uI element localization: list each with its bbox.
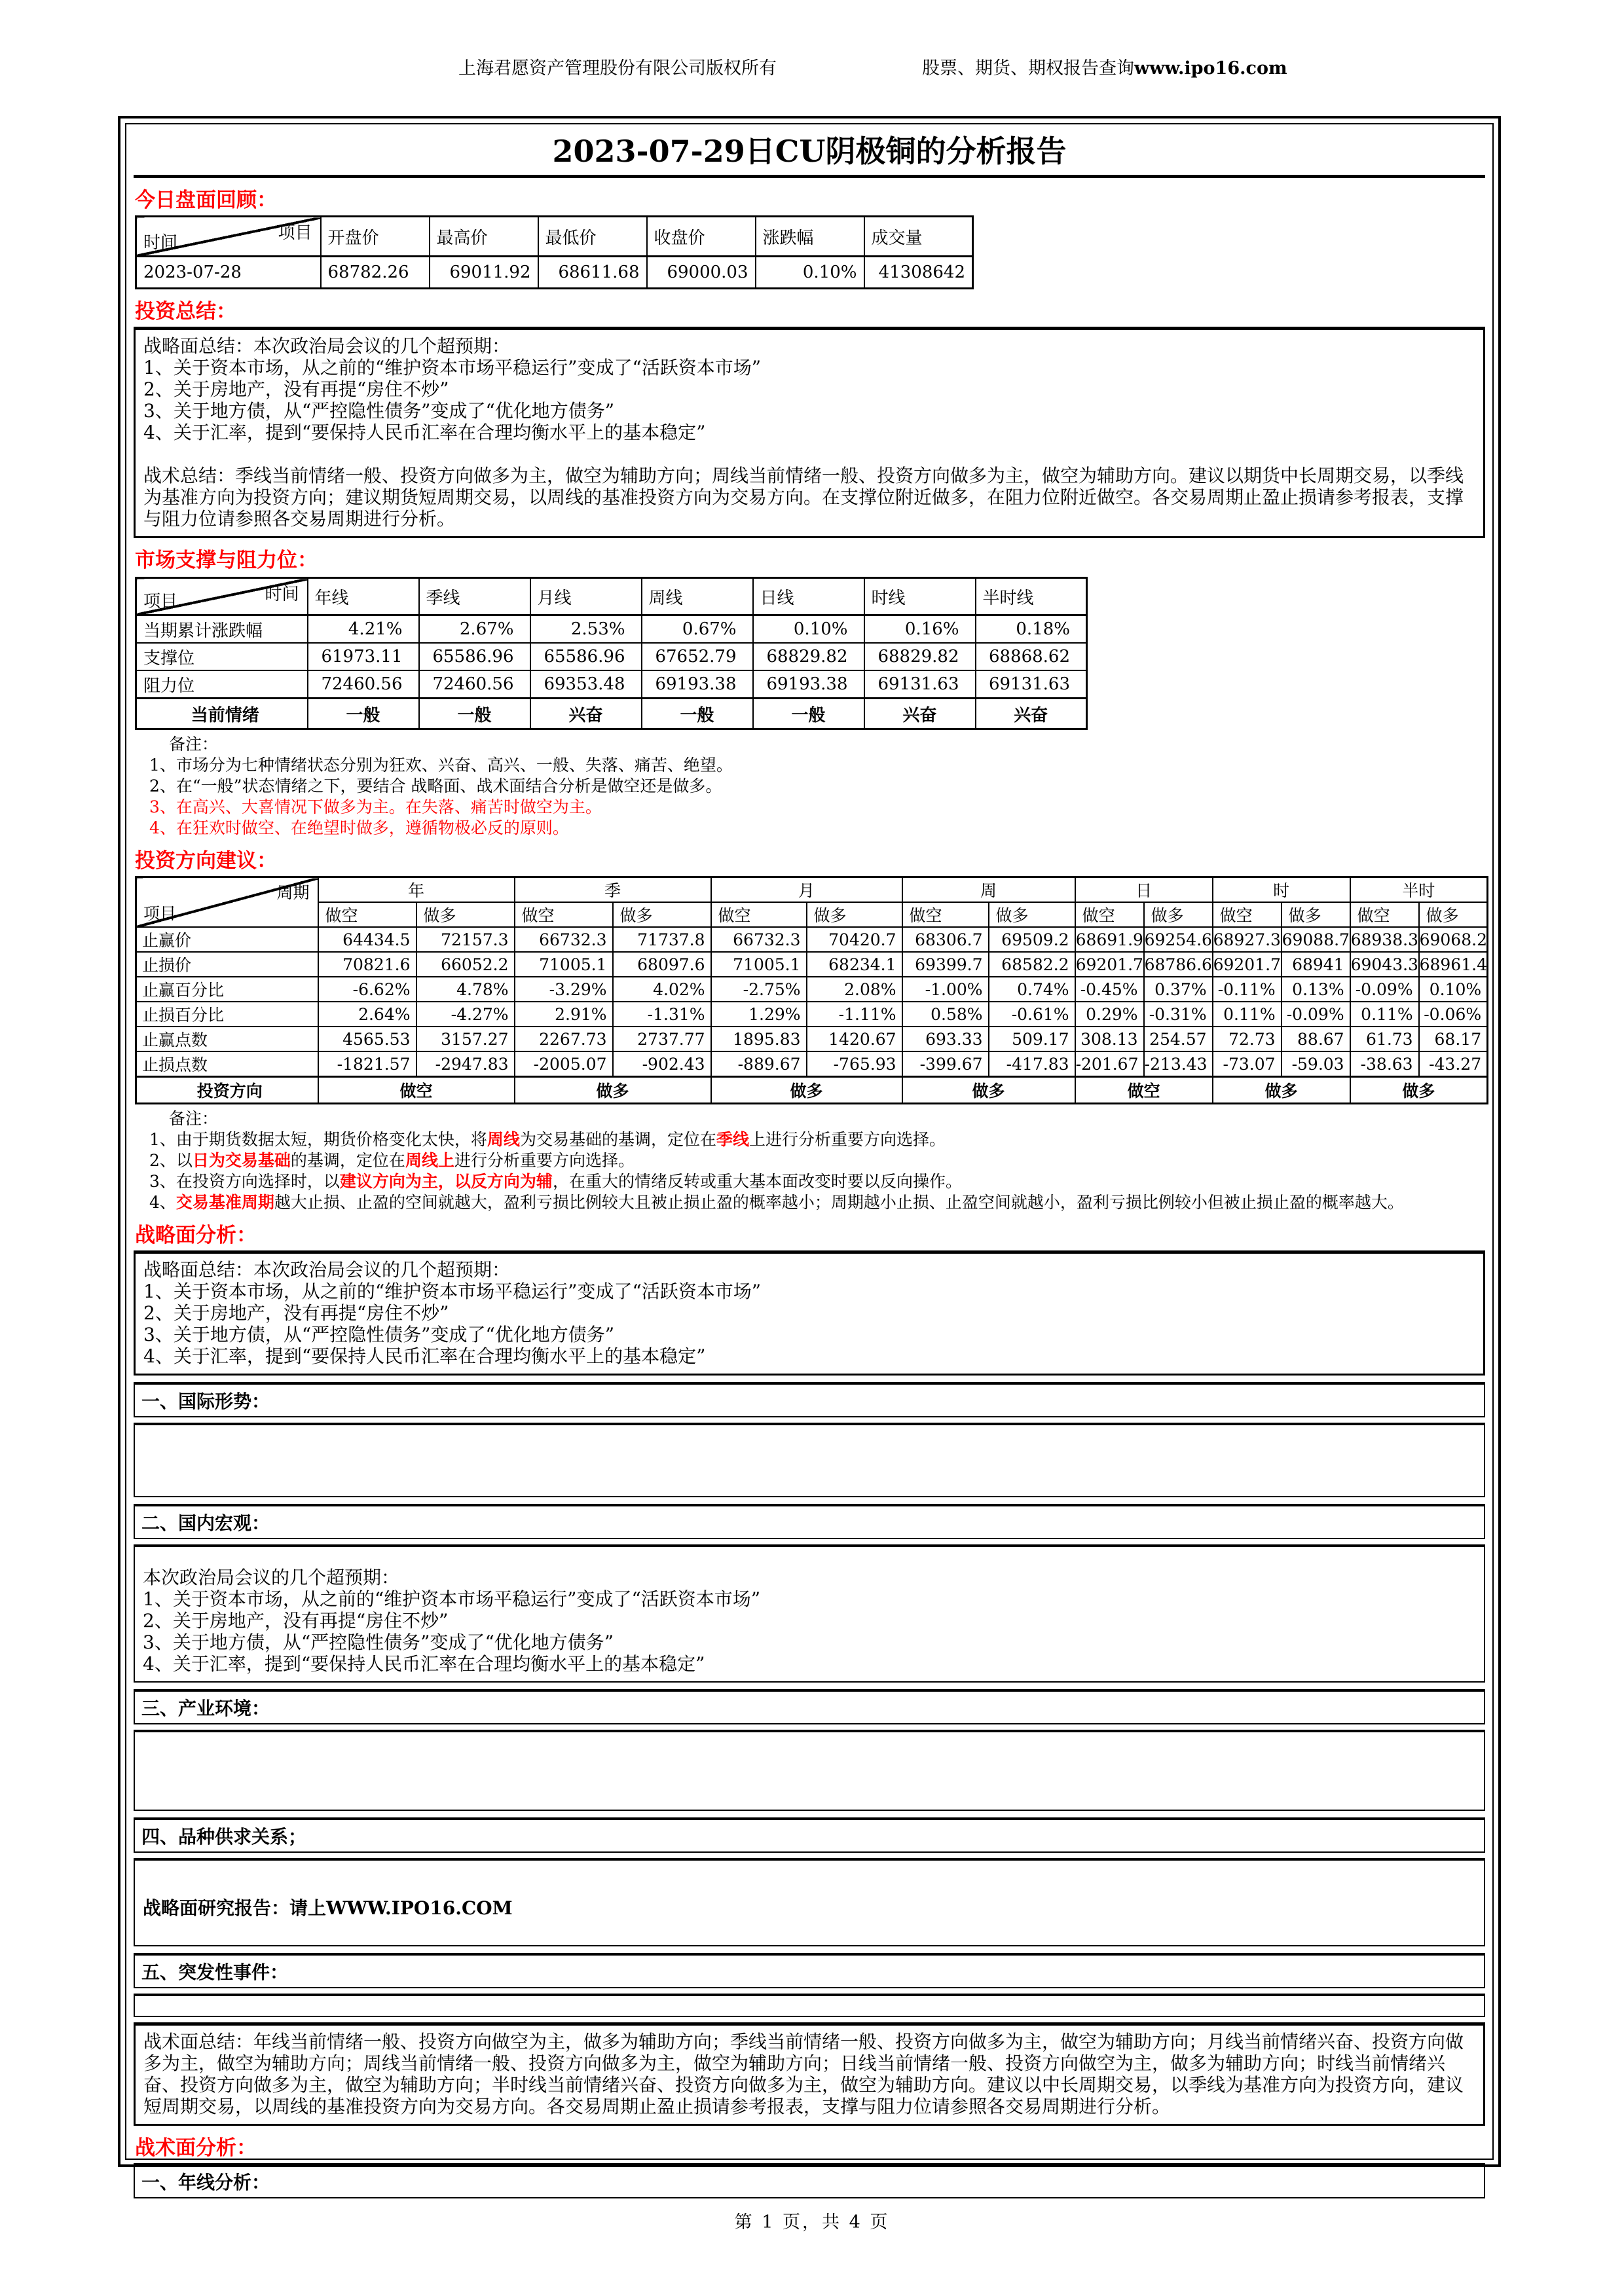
diag-bottom-label: 时间	[143, 233, 178, 253]
strategy-summary-line: 战略面总结：本次政治局会议的几个超预期：	[143, 1259, 511, 1281]
value-cell: 0.74%	[989, 977, 1075, 1002]
section-bar-international: 一、国际形势：	[134, 1382, 1485, 1417]
table-row	[136, 670, 1087, 699]
column-header: 月线	[530, 578, 642, 615]
value-cell: 68306.7	[902, 927, 989, 952]
value-cell: 2737.77	[613, 1027, 711, 1051]
value-cell: 61973.11	[308, 643, 419, 670]
diagonal-header-cell	[136, 877, 318, 928]
strategy-analysis-summary-box	[134, 1250, 1485, 1376]
note-segment: 上进行分析重要方向选择。	[748, 1130, 946, 1149]
value-cell: 68941	[1282, 952, 1350, 977]
short-header: 做空	[1075, 902, 1144, 927]
value-cell: -1.31%	[613, 1002, 711, 1027]
period-header-row	[136, 877, 1488, 903]
value-cell: 68829.82	[753, 643, 864, 670]
notes-title: 备注：	[169, 1109, 219, 1128]
note-segment: 周线	[487, 1130, 520, 1149]
column-header: 最低价	[538, 217, 647, 257]
value-cell: -1.11%	[807, 1002, 902, 1027]
value-cell: -38.63	[1350, 1051, 1419, 1077]
value-cell: 4.21%	[308, 615, 419, 644]
value-cell: 4.02%	[613, 977, 711, 1002]
value-cell: -399.67	[902, 1051, 989, 1077]
long-header: 做多	[807, 902, 902, 927]
diagonal-header-cell	[136, 217, 321, 257]
note-line: 3、在高兴、大喜情况下做多为主。在失落、痛苦时做空为主。	[149, 797, 602, 816]
value-cell: 1895.83	[711, 1027, 807, 1051]
value-cell: -417.83	[989, 1051, 1075, 1077]
notes-title: 备注：	[169, 735, 219, 754]
long-header: 做多	[1144, 902, 1213, 927]
value-cell: 4565.53	[318, 1027, 416, 1051]
domestic-macro-content-box	[134, 1544, 1485, 1683]
short-header: 做空	[318, 902, 416, 927]
row-label: 支撑位	[136, 643, 308, 670]
section-heading-strategy-analysis: 战略面分析：	[135, 1224, 257, 1247]
note-line	[149, 1171, 1485, 1192]
row-label: 止赢价	[136, 927, 318, 952]
note-segment: 4、	[149, 1193, 176, 1212]
tactic-summary-text: 战术面总结：年线当前情绪一般、投资方向做空为主，做多为辅助方向；季线当前情绪一般、投资方向做多为主，做空为辅助方向；月线当前情绪兴奋、投资方向做多为主，做空为辅助方向；周线当前情绪一般、投资方向做多为主，做空为辅助方向；日线当前情绪一般、投资方向做空为主，做多为辅助方向；时线当前情绪兴奋、投资方向做多为主，做空为辅助方向；半时线当前情绪兴奋、投资方向做多为主，做空为辅助方向。建议以中长周期交易，以季线为基准方向为投资方向，建议短周期交易，以周线的基准投资方向为交易方向。各交易周期止盈止损请参考报表，支撑与阻力位请参照各交易周期进行分析。	[143, 2031, 1464, 2117]
header-query-text: 股票、期货、期权报告查询	[922, 58, 1134, 79]
value-cell: 69254.6	[1144, 927, 1213, 952]
value-cell: 71005.1	[711, 952, 807, 977]
note-segment: 周线上	[405, 1151, 454, 1170]
long-header: 做多	[613, 902, 711, 927]
value-cell: 66732.3	[711, 927, 807, 952]
value-cell: -0.31%	[1144, 1002, 1213, 1027]
research-report-line: 战略面研究报告：请上WWW.IPO16.COM	[143, 1897, 513, 1919]
value-cell: 0.37%	[1144, 977, 1213, 1002]
value-cell: 0.58%	[902, 1002, 989, 1027]
value-cell: -0.09%	[1282, 1002, 1350, 1027]
value-cell: -4.27%	[416, 1002, 515, 1027]
value-cell: 一般	[753, 699, 864, 729]
note-line	[149, 1192, 1485, 1213]
short-header: 做空	[902, 902, 989, 927]
column-header: 最高价	[430, 217, 538, 257]
value-cell: 72460.56	[419, 670, 530, 699]
diag-top-label: 项目	[278, 223, 312, 243]
value-cell: 71005.1	[515, 952, 613, 977]
support-resistance-notes	[149, 734, 1485, 839]
value-cell: -0.11%	[1213, 977, 1282, 1002]
tactic-summary-text: 战术总结：季线当前情绪一般、投资方向做多为主，做空为辅助方向；周线当前情绪一般、投资方向做多为主，做空为辅助方向。建议以期货中长周期交易，以季线为基准方向为投资方向；建议期货短周期交易，以周线的基准投资方向为交易方向。在支撑位附近做多，在阻力位附近做空。各交易周期止盈止损请参考报表，支撑与阻力位请参照各交易周期进行分析。	[143, 465, 1464, 530]
column-header: 成交量	[864, 217, 973, 257]
macro-line: 4、关于汇率，提到“要保持人民币汇率在合理均衡水平上的基本稳定”	[143, 1653, 705, 1675]
value-cell: 69353.48	[530, 670, 642, 699]
macro-line: 3、关于地方债，从“严控隐性债务”变成了“优化地方债务”	[143, 1631, 614, 1653]
direction-advice-table	[135, 876, 1488, 1104]
header-company: 上海君愿资产管理股份有限公司版权所有	[458, 58, 777, 79]
direction-cell: 做多	[902, 1077, 1075, 1104]
column-header: 日线	[753, 578, 864, 615]
note-line: 1、市场分为七种情绪状态分别为狂欢、兴奋、高兴、一般、失落、痛苦、绝望。	[149, 756, 733, 774]
column-header: 开盘价	[321, 217, 430, 257]
value-cell: 69131.63	[976, 670, 1087, 699]
value-cell: -0.09%	[1350, 977, 1419, 1002]
section-heading-today-review: 今日盘面回顾：	[135, 189, 277, 212]
value-cell: 88.67	[1282, 1027, 1350, 1051]
value-cell: 66052.2	[416, 952, 515, 977]
period-header: 时	[1213, 877, 1350, 903]
value-cell: -2947.83	[416, 1051, 515, 1077]
tactic-summary-box	[134, 2022, 1485, 2126]
column-header: 收盘价	[647, 217, 756, 257]
emergency-events-content-box	[134, 1994, 1485, 2017]
international-content-box	[134, 1423, 1485, 1497]
row-label: 阻力位	[136, 670, 308, 699]
direction-cell: 做多	[515, 1077, 711, 1104]
value-cell: 66732.3	[515, 927, 613, 952]
value-cell: 0.10%	[1419, 977, 1488, 1002]
value-cell: 2.53%	[530, 615, 642, 644]
note-segment: 1、由于期货数据太短，期货价格变化太快，将	[149, 1130, 487, 1149]
diag-bottom-label: 项目	[143, 592, 178, 611]
note-segment: 日为交易基础	[192, 1151, 291, 1170]
note-segment: 2、以	[149, 1151, 193, 1170]
value-cell: 65586.96	[530, 643, 642, 670]
value-cell: 2.08%	[807, 977, 902, 1002]
value-cell: -1821.57	[318, 1051, 416, 1077]
value-cell: 308.13	[1075, 1027, 1144, 1051]
value-cell: 1.29%	[711, 1002, 807, 1027]
section-bar-supply-demand: 四、品种供求关系；	[134, 1817, 1485, 1853]
value-cell: 一般	[308, 699, 419, 729]
value-cell: -201.67	[1075, 1051, 1144, 1077]
value-cell: 68611.68	[538, 257, 647, 289]
value-cell: -3.29%	[515, 977, 613, 1002]
value-cell: 兴奋	[864, 699, 976, 729]
value-cell: 0.16%	[864, 615, 976, 644]
value-cell: 68829.82	[864, 643, 976, 670]
period-header: 年	[318, 877, 515, 903]
row-label: 当前情绪	[136, 699, 308, 729]
strategy-summary-line: 1、关于资本市场，从之前的“维护资本市场平稳运行”变成了“活跃资本市场”	[143, 1281, 762, 1302]
investment-summary-box	[134, 327, 1485, 538]
report-sheet	[118, 116, 1501, 2193]
period-header: 月	[711, 877, 902, 903]
value-cell: 68582.2	[989, 952, 1075, 977]
note-segment: ，在重大的情绪反转或重大基本面改变时要以反向操作。	[552, 1172, 962, 1191]
column-header: 涨跌幅	[756, 217, 864, 257]
header-query	[922, 54, 1287, 79]
value-cell: 70821.6	[318, 952, 416, 977]
strategy-summary-line: 3、关于地方债，从“严控隐性债务”变成了“优化地方债务”	[143, 1324, 615, 1345]
value-cell: -765.93	[807, 1051, 902, 1077]
note-segment: 为交易基础的基调，定位在	[519, 1130, 716, 1149]
strategy-summary-line: 战略面总结：本次政治局会议的几个超预期：	[143, 335, 511, 357]
emotion-row	[136, 699, 1087, 729]
strategy-summary-line: 2、关于房地产，没有再提“房住不炒”	[143, 1302, 449, 1324]
today-review-data-row	[136, 257, 973, 289]
period-header: 周	[902, 877, 1075, 903]
value-cell: -6.62%	[318, 977, 416, 1002]
short-long-header-row	[136, 902, 1488, 927]
value-cell: 0.10%	[756, 257, 864, 289]
strategy-summary-line: 4、关于汇率，提到“要保持人民币汇率在合理均衡水平上的基本稳定”	[143, 1345, 706, 1367]
value-cell: 1420.67	[807, 1027, 902, 1051]
diagonal-header-cell	[136, 578, 308, 615]
macro-line: 2、关于房地产，没有再提“房住不炒”	[143, 1610, 449, 1631]
long-header: 做多	[989, 902, 1075, 927]
note-segment: 的基调，定位在	[290, 1151, 405, 1170]
industry-content-box	[134, 1730, 1485, 1811]
value-cell: 72.73	[1213, 1027, 1282, 1051]
value-cell: -0.61%	[989, 1002, 1075, 1027]
value-cell: 68786.6	[1144, 952, 1213, 977]
value-cell: -213.43	[1144, 1051, 1213, 1077]
table-row	[136, 977, 1488, 1002]
row-label: 投资方向	[136, 1077, 318, 1104]
section-bar-domestic-macro: 二、国内宏观：	[134, 1504, 1485, 1539]
value-cell: 69000.03	[647, 257, 756, 289]
value-cell: 0.67%	[642, 615, 753, 644]
section-bar-industry: 三、产业环境：	[134, 1689, 1485, 1724]
value-cell: 69201.7	[1075, 952, 1144, 977]
value-cell: 72460.56	[308, 670, 419, 699]
value-cell: 72157.3	[416, 927, 515, 952]
row-label: 止损点数	[136, 1051, 318, 1077]
section-heading-support-resistance: 市场支撑与阻力位：	[135, 549, 318, 572]
period-header: 日	[1075, 877, 1213, 903]
value-cell: -889.67	[711, 1051, 807, 1077]
direction-cell: 做空	[318, 1077, 515, 1104]
note-segment: 建议方向为主，以反方向为辅	[339, 1172, 553, 1191]
value-cell: 0.10%	[753, 615, 864, 644]
note-line: 2、在“一般”状态情绪之下，要结合 战略面、战术面结合分析是做空还是做多。	[149, 776, 722, 795]
macro-line: 1、关于资本市场，从之前的“维护资本市场平稳运行”变成了“活跃资本市场”	[143, 1588, 761, 1610]
value-cell: 2.67%	[419, 615, 530, 644]
value-cell: -0.06%	[1419, 1002, 1488, 1027]
value-cell: 61.73	[1350, 1027, 1419, 1051]
long-header: 做多	[1419, 902, 1488, 927]
note-segment: 越大止损、止盈的空间就越大，盈利亏损比例较大且被止损止盈的概率越小；周期越小止损、止盈空间就越小，盈利亏损比例较小但被止损止盈的概率越大。	[274, 1193, 1404, 1212]
value-cell: 254.57	[1144, 1027, 1213, 1051]
column-header: 季线	[419, 578, 530, 615]
note-segment: 3、在投资方向选择时，以	[149, 1172, 340, 1191]
table-row	[136, 952, 1488, 977]
value-cell: 一般	[642, 699, 753, 729]
direction-row	[136, 1077, 1488, 1104]
value-cell: 68234.1	[807, 952, 902, 977]
value-cell: 67652.79	[642, 643, 753, 670]
value-cell: 68938.3	[1350, 927, 1419, 952]
value-cell: -902.43	[613, 1051, 711, 1077]
page-title: 2023-07-29日CU阴极铜的分析报告	[134, 122, 1485, 178]
column-header: 时线	[864, 578, 976, 615]
value-cell: 69068.2	[1419, 927, 1488, 952]
header-query-url[interactable]: www.ipo16.com	[1134, 58, 1287, 79]
value-cell: 41308642	[864, 257, 973, 289]
note-segment: 交易基准周期	[175, 1193, 274, 1212]
strategy-summary-line: 4、关于汇率，提到“要保持人民币汇率在合理均衡水平上的基本稳定”	[143, 422, 706, 443]
value-cell: 2267.73	[515, 1027, 613, 1051]
column-header: 年线	[308, 578, 419, 615]
value-cell: 68782.26	[321, 257, 430, 289]
date-cell: 2023-07-28	[136, 257, 321, 289]
value-cell: 69193.38	[642, 670, 753, 699]
value-cell: 4.78%	[416, 977, 515, 1002]
row-label: 止损百分比	[136, 1002, 318, 1027]
note-segment: 季线	[716, 1130, 749, 1149]
row-label: 当期累计涨跌幅	[136, 615, 308, 644]
value-cell: -43.27	[1419, 1051, 1488, 1077]
support-resistance-header-row	[136, 578, 1087, 615]
note-line	[149, 1150, 1485, 1171]
value-cell: 68868.62	[976, 643, 1087, 670]
value-cell: 69088.7	[1282, 927, 1350, 952]
value-cell: 一般	[419, 699, 530, 729]
table-row	[136, 1002, 1488, 1027]
direction-cell: 做空	[1075, 1077, 1213, 1104]
table-row	[136, 927, 1488, 952]
value-cell: 693.33	[902, 1027, 989, 1051]
value-cell: 68961.4	[1419, 952, 1488, 977]
value-cell: 68927.3	[1213, 927, 1282, 952]
value-cell: 兴奋	[976, 699, 1087, 729]
short-header: 做空	[711, 902, 807, 927]
diag-top-label: 周期	[276, 883, 310, 902]
value-cell: -2.75%	[711, 977, 807, 1002]
value-cell: 69193.38	[753, 670, 864, 699]
strategy-summary-line: 2、关于房地产，没有再提“房住不炒”	[143, 378, 449, 400]
value-cell: 64434.5	[318, 927, 416, 952]
value-cell: 兴奋	[530, 699, 642, 729]
support-resistance-table	[135, 577, 1088, 730]
value-cell: 71737.8	[613, 927, 711, 952]
value-cell: 68691.9	[1075, 927, 1144, 952]
period-header: 半时	[1350, 877, 1488, 903]
section-heading-tactic-analysis: 战术面分析：	[135, 2136, 257, 2160]
short-header: 做空	[1350, 902, 1419, 927]
column-header: 周线	[642, 578, 753, 615]
table-row	[136, 615, 1087, 644]
today-review-table	[135, 215, 974, 289]
value-cell: 70420.7	[807, 927, 902, 952]
row-label: 止损价	[136, 952, 318, 977]
diag-bottom-label: 项目	[143, 904, 177, 923]
value-cell: -1.00%	[902, 977, 989, 1002]
page-number: 第 1 页，共 4 页	[734, 2212, 890, 2232]
direction-cell: 做多	[1213, 1077, 1350, 1104]
macro-line: 本次政治局会议的几个超预期：	[143, 1567, 400, 1588]
value-cell: -73.07	[1213, 1051, 1282, 1077]
long-header: 做多	[1282, 902, 1350, 927]
value-cell: 3157.27	[416, 1027, 515, 1051]
value-cell: 69509.2	[989, 927, 1075, 952]
value-cell: 69011.92	[430, 257, 538, 289]
note-line: 4、在狂欢时做空、在绝望时做多，遵循物极必反的原则。	[149, 818, 569, 837]
short-header: 做空	[515, 902, 613, 927]
table-row	[136, 1051, 1488, 1077]
diag-top-label: 时间	[265, 585, 299, 604]
value-cell: 0.18%	[976, 615, 1087, 644]
section-heading-investment-summary: 投资总结：	[135, 300, 236, 323]
table-row	[136, 643, 1087, 670]
direction-cell: 做多	[711, 1077, 902, 1104]
value-cell: 69131.63	[864, 670, 976, 699]
section-bar-yearly-analysis: 一、年线分析：	[134, 2163, 1485, 2198]
value-cell: 69399.7	[902, 952, 989, 977]
value-cell: 0.13%	[1282, 977, 1350, 1002]
value-cell: 65586.96	[419, 643, 530, 670]
supply-demand-content-box	[134, 1858, 1485, 1946]
note-line	[149, 1129, 1485, 1150]
value-cell: 0.11%	[1213, 1002, 1282, 1027]
section-bar-emergency-events: 五、突发性事件：	[134, 1953, 1485, 1988]
value-cell: 2.64%	[318, 1002, 416, 1027]
short-header: 做空	[1213, 902, 1282, 927]
value-cell: -2005.07	[515, 1051, 613, 1077]
value-cell: 2.91%	[515, 1002, 613, 1027]
long-header: 做多	[416, 902, 515, 927]
value-cell: 509.17	[989, 1027, 1075, 1051]
table-row	[136, 1027, 1488, 1051]
row-label: 止赢点数	[136, 1027, 318, 1051]
value-cell: 0.11%	[1350, 1002, 1419, 1027]
strategy-summary-line: 1、关于资本市场，从之前的“维护资本市场平稳运行”变成了“活跃资本市场”	[143, 357, 762, 378]
value-cell: 69201.7	[1213, 952, 1282, 977]
strategy-summary-line: 3、关于地方债，从“严控隐性债务”变成了“优化地方债务”	[143, 400, 615, 422]
value-cell: 0.29%	[1075, 1002, 1144, 1027]
note-segment: 进行分析重要方向选择。	[454, 1151, 635, 1170]
section-heading-direction-advice: 投资方向建议：	[135, 849, 277, 873]
value-cell: 68.17	[1419, 1027, 1488, 1051]
value-cell: -0.45%	[1075, 977, 1144, 1002]
column-header: 半时线	[976, 578, 1087, 615]
value-cell: -59.03	[1282, 1051, 1350, 1077]
today-review-header-row	[136, 217, 973, 257]
direction-advice-notes	[149, 1108, 1485, 1213]
row-label: 止赢百分比	[136, 977, 318, 1002]
value-cell: 69043.3	[1350, 952, 1419, 977]
direction-cell: 做多	[1350, 1077, 1488, 1104]
value-cell: 68097.6	[613, 952, 711, 977]
period-header: 季	[515, 877, 711, 903]
